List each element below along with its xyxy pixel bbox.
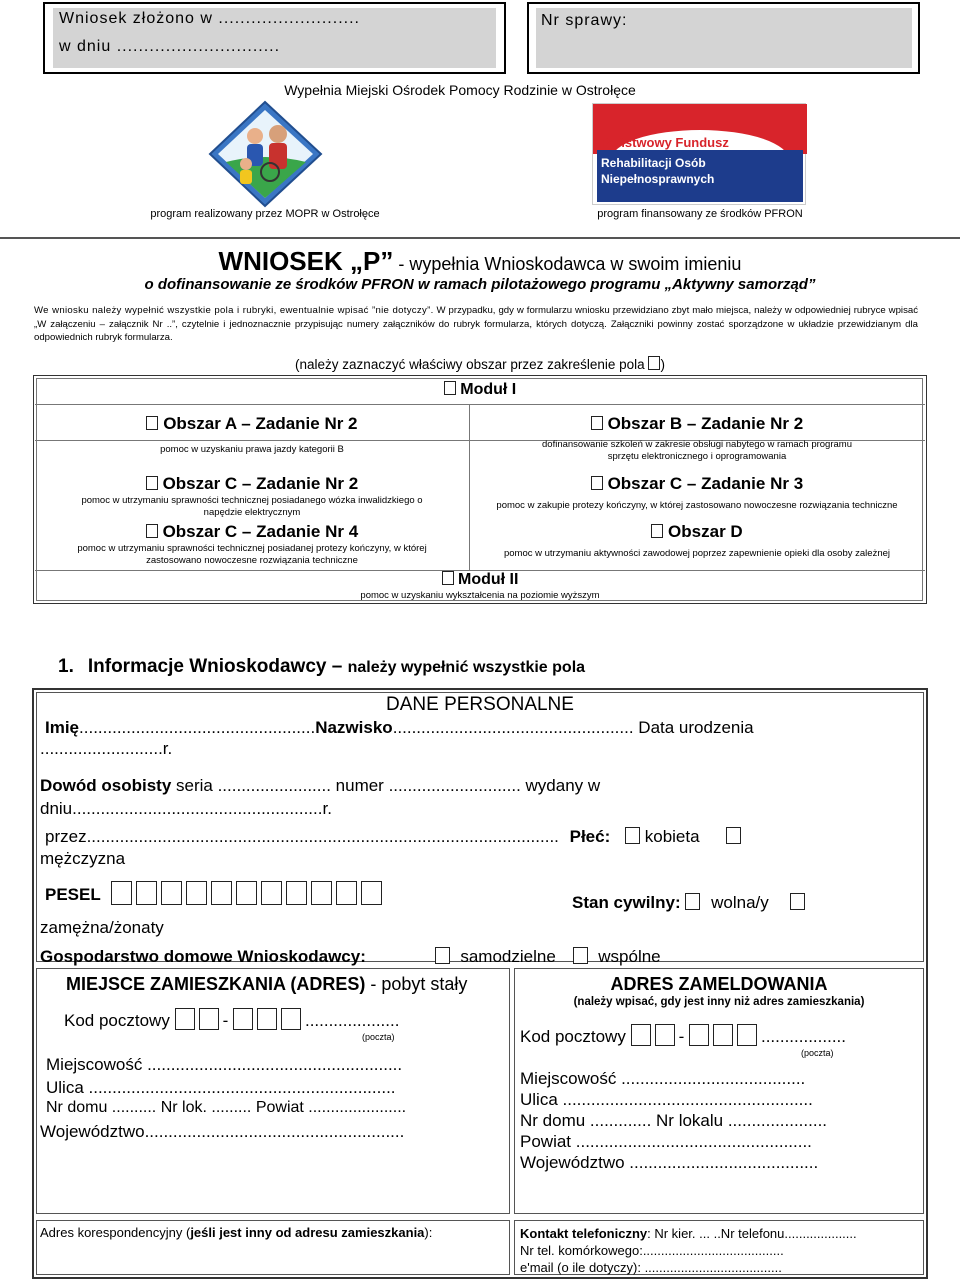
- area-d-description: pomoc w utrzymaniu aktywności zawodowej poprzez zapewnienie opieki dla osoby zależnej: [503, 548, 890, 559]
- id-issue-date-field[interactable]: dniu.....................................................r.: [40, 799, 332, 818]
- section-1-note: należy wypełnić wszystkie pola: [347, 659, 586, 676]
- zip-digit-box[interactable]: [257, 1008, 277, 1030]
- residence-post-office-field[interactable]: ....................: [304, 1011, 400, 1030]
- pesel-digit-box[interactable]: [336, 881, 357, 905]
- mobile-phone-field[interactable]: Nr tel. komórkowego:.......................................: [520, 1243, 784, 1258]
- registration-post-office-label: (poczta): [801, 1048, 834, 1058]
- registration-city-field[interactable]: Miejscowość .......................................: [520, 1069, 806, 1088]
- filled-by-center-note: Wypełnia Miejski Ośrodek Pomocy Rodzinie w Ostrołęce: [284, 82, 636, 98]
- pesel-digit-box[interactable]: [286, 881, 307, 905]
- zip-digit-box[interactable]: [175, 1008, 195, 1030]
- header-divider: [0, 237, 960, 239]
- area-a-description: pomoc w uzyskaniu prawa jazdy kategorii B: [160, 444, 344, 455]
- instructions-part-1: We wniosku należy wypełnić wszystkie pola i rubryki, ewentualnie wpisać ”nie dotyczy”.: [34, 305, 434, 316]
- area-c4-option[interactable]: Obszar C – Zadanie Nr 4 pomoc w utrzymaniu sprawności technicznej posiadanej protezy kończyny, w której zastosowano nowoczesne rozwiązania techniczne: [36, 522, 468, 567]
- area-d-option[interactable]: Obszar D pomoc w utrzymaniu aktywności zawodowej poprzez zapewnienie opieki dla osoby zależnej: [470, 522, 924, 560]
- pesel-digit-box[interactable]: [136, 881, 157, 905]
- section-1-title: Informacje Wnioskodawcy: [87, 656, 327, 677]
- registration-street-field[interactable]: Ulica .....................................................: [520, 1090, 813, 1109]
- id-row: Dowód osobisty seria ........................ numer ............................ wydany w: [40, 776, 601, 795]
- hint-checkbox-icon: [648, 356, 660, 370]
- id-series-number-field[interactable]: seria ........................ numer ............................ wydany w: [171, 776, 601, 795]
- pfron-logo-line-2: Rehabilitacji Osób: [601, 156, 706, 170]
- registration-post-office-field[interactable]: ..................: [760, 1027, 846, 1046]
- female-checkbox[interactable]: [625, 827, 640, 844]
- registration-house-field[interactable]: Nr domu ............. Nr lokalu .....................: [520, 1111, 828, 1130]
- pesel-digit-box[interactable]: [211, 881, 232, 905]
- area-b-option[interactable]: Obszar B – Zadanie Nr 2 dofinansowanie szkoleń w zakresie obsługi nabytego w ramach programu sprzętu elektronicznego i oprogramowania: [470, 414, 924, 463]
- correspondence-label: Adres korespondencyjny (jeśli jest inny od adresu zamieszkania):: [40, 1225, 433, 1240]
- pesel-digit-box[interactable]: [111, 881, 132, 905]
- issued-by-field[interactable]: przez....................................................................................................: [45, 827, 559, 846]
- zip-digit-box[interactable]: [737, 1024, 757, 1046]
- surname-field[interactable]: ...................................................: [392, 718, 634, 737]
- email-field[interactable]: e'mail (o ile dotyczy): ......................................: [520, 1260, 782, 1275]
- area-b-checkbox[interactable]: [591, 416, 603, 430]
- birth-date-field[interactable]: ..........................r.: [40, 739, 173, 758]
- registration-voivodeship-field[interactable]: Województwo ........................................: [520, 1153, 819, 1172]
- pesel-row: PESEL: [45, 881, 386, 905]
- residence-heading: MIEJSCE ZAMIESZKANIA (ADRES) - pobyt stały: [66, 974, 468, 994]
- area-a-option[interactable]: Obszar A – Zadanie Nr 2 pomoc w uzyskaniu prawa jazdy kategorii B: [36, 414, 468, 456]
- module-1-checkbox[interactable]: [444, 381, 456, 395]
- module-2-option[interactable]: Moduł II pomoc w uzyskaniu wykształcenia na poziomie wyższym: [36, 571, 924, 602]
- single-checkbox[interactable]: [685, 893, 700, 910]
- pesel-digit-box[interactable]: [261, 881, 282, 905]
- pfron-logo-line-1: Państwowy Fundusz: [601, 135, 729, 150]
- received-line-1: Wniosek złożono w ..........................: [59, 10, 360, 27]
- module-1-option[interactable]: Moduł I: [0, 381, 960, 399]
- zip-digit-box[interactable]: [631, 1024, 651, 1046]
- registration-county-field[interactable]: Powiat ..................................................: [520, 1132, 812, 1151]
- area-c3-description: pomoc w zakupie protezy kończyny, w której zastosowano nowoczesne rozwiązania techniczne: [496, 500, 898, 511]
- area-c4-checkbox[interactable]: [146, 524, 158, 538]
- contact-phone-row[interactable]: Kontakt telefoniczny: Nr kier. ... ..Nr telefonu....................: [520, 1226, 857, 1241]
- zip-digit-box[interactable]: [281, 1008, 301, 1030]
- form-subtitle: o dofinansowanie ze środków PFRON w ramach pilotażowego programu „Aktywny samorząd”: [144, 276, 816, 293]
- married-label: zamężna/żonaty: [40, 918, 164, 937]
- household-own-checkbox[interactable]: [435, 947, 450, 964]
- residence-street-field[interactable]: Ulica .................................................................: [46, 1078, 396, 1097]
- received-line-2: w dniu ..............................: [59, 38, 281, 55]
- area-c2-checkbox[interactable]: [146, 476, 158, 490]
- marital-status-row: Stan cywilny: wolna/y: [572, 893, 805, 913]
- pesel-input[interactable]: [111, 885, 386, 904]
- received-box: [43, 2, 506, 74]
- residence-zip-row: Kod pocztowy - ....................: [64, 1008, 399, 1031]
- section-1-number: 1.: [58, 656, 74, 677]
- area-c3-option[interactable]: Obszar C – Zadanie Nr 3 pomoc w zakupie protezy kończyny, w której zastosowano nowoczesne rozwiązania techniczne: [470, 474, 924, 512]
- instructions-part-2: W przypadku, gdy w formularzu wniosku przewidziano zbyt mało miejsca, należy w odpowiedniej rubryce wpisać „W załączeniu – załącznik Nr ..”, czytelnie i jednoznacznie przypisując numery załączników do rubryk formularza, których dotyczą.: [34, 305, 918, 330]
- personal-data-heading: DANE PERSONALNE: [386, 694, 574, 715]
- area-c4-description: pomoc w utrzymaniu sprawności technicznej posiadanej protezy kończyny, w której zastosowano nowoczesne rozwiązania techniczne: [77, 543, 427, 566]
- pesel-digit-box[interactable]: [361, 881, 382, 905]
- pesel-digit-box[interactable]: [311, 881, 332, 905]
- household-row: Gospodarstwo domowe Wnioskodawcy: samodzielne wspólne: [40, 947, 661, 966]
- registration-zip-row: Kod pocztowy - ..................: [520, 1024, 846, 1047]
- zip-digit-box[interactable]: [199, 1008, 219, 1030]
- residence-post-office-label: (poczta): [362, 1032, 395, 1042]
- zip-digit-box[interactable]: [689, 1024, 709, 1046]
- form-title-suffix: - wypełnia Wnioskodawca w swoim imieniu: [393, 254, 742, 274]
- male-label: mężczyzna: [40, 849, 126, 868]
- pfron-logo-line-3: Niepełnosprawnych: [601, 172, 715, 186]
- instructions: [34, 304, 918, 345]
- area-b-description: dofinansowanie szkoleń w zakresie obsługi nabytego w ramach programu sprzętu elektronicznego i oprogramowania: [542, 439, 852, 462]
- registration-note: (należy wpisać, gdy jest inny niż adres zamieszkania): [573, 996, 865, 1008]
- area-c2-option[interactable]: Obszar C – Zadanie Nr 2 pomoc w utrzymaniu sprawności technicznej posiadanego wózka inwalidzkiego o napędzie elektrycznym: [36, 474, 468, 519]
- zip-digit-box[interactable]: [655, 1024, 675, 1046]
- residence-voivodeship-field[interactable]: Województwo.......................................................: [40, 1122, 405, 1141]
- module-2-checkbox[interactable]: [442, 571, 454, 585]
- married-checkbox[interactable]: [790, 893, 805, 910]
- area-a-checkbox[interactable]: [146, 416, 158, 430]
- program-logo: [208, 100, 323, 208]
- zip-digit-box[interactable]: [233, 1008, 253, 1030]
- case-number-box: [527, 2, 920, 74]
- pfron-logo: [592, 103, 806, 205]
- residence-house-field[interactable]: Nr domu .......... Nr lok. ......... Powiat ......................: [46, 1099, 407, 1116]
- registration-zip-input[interactable]: -: [631, 1027, 761, 1046]
- first-name-field[interactable]: ..................................................: [79, 718, 316, 737]
- phone-field[interactable]: : Nr kier. ... ..Nr telefonu....................: [647, 1226, 857, 1241]
- residence-city-field[interactable]: Miejscowość ......................................................: [46, 1055, 403, 1074]
- zip-digit-box[interactable]: [713, 1024, 733, 1046]
- area-c3-checkbox[interactable]: [591, 476, 603, 490]
- household-shared-checkbox[interactable]: [573, 947, 588, 964]
- instructions-part-3: Załączniki powinny zostać sporządzone w układzie przewidzianym dla odpowiednich rubryk formularza.: [34, 318, 918, 343]
- right-logo-caption: program finansowany ze środków PFRON: [597, 208, 803, 220]
- area-c2-description: pomoc w utrzymaniu sprawności technicznej posiadanego wózka inwalidzkiego o napędzie elektrycznym: [81, 495, 423, 518]
- pesel-digit-box[interactable]: [236, 881, 257, 905]
- form-title-main: WNIOSEK „P”: [218, 246, 394, 276]
- module-select-hint: (należy zaznaczyć właściwy obszar przez zakreślenie pola ): [295, 357, 665, 372]
- section-1-heading: 1. Informacje Wnioskodawcy – należy wypełnić wszystkie pola: [58, 656, 586, 677]
- module-2-description: pomoc w uzyskaniu wykształcenia na poziomie wyższym: [360, 590, 600, 601]
- pesel-digit-box[interactable]: [186, 881, 207, 905]
- issued-by-row: przez.................................................................................................... Płeć: kobieta: [45, 827, 741, 847]
- male-checkbox[interactable]: [726, 827, 741, 844]
- name-row: Imię..................................................Nazwisko................................................... Data urodzenia: [45, 718, 754, 737]
- case-number-label: Nr sprawy:: [541, 12, 628, 29]
- area-d-checkbox[interactable]: [651, 524, 663, 538]
- registration-heading: ADRES ZAMELDOWANIA: [610, 974, 828, 994]
- form-title: [0, 246, 960, 277]
- residence-zip-input[interactable]: -: [175, 1011, 305, 1030]
- left-logo-caption: program realizowany przez MOPR w Ostrołęce: [150, 208, 380, 220]
- pesel-digit-box[interactable]: [161, 881, 182, 905]
